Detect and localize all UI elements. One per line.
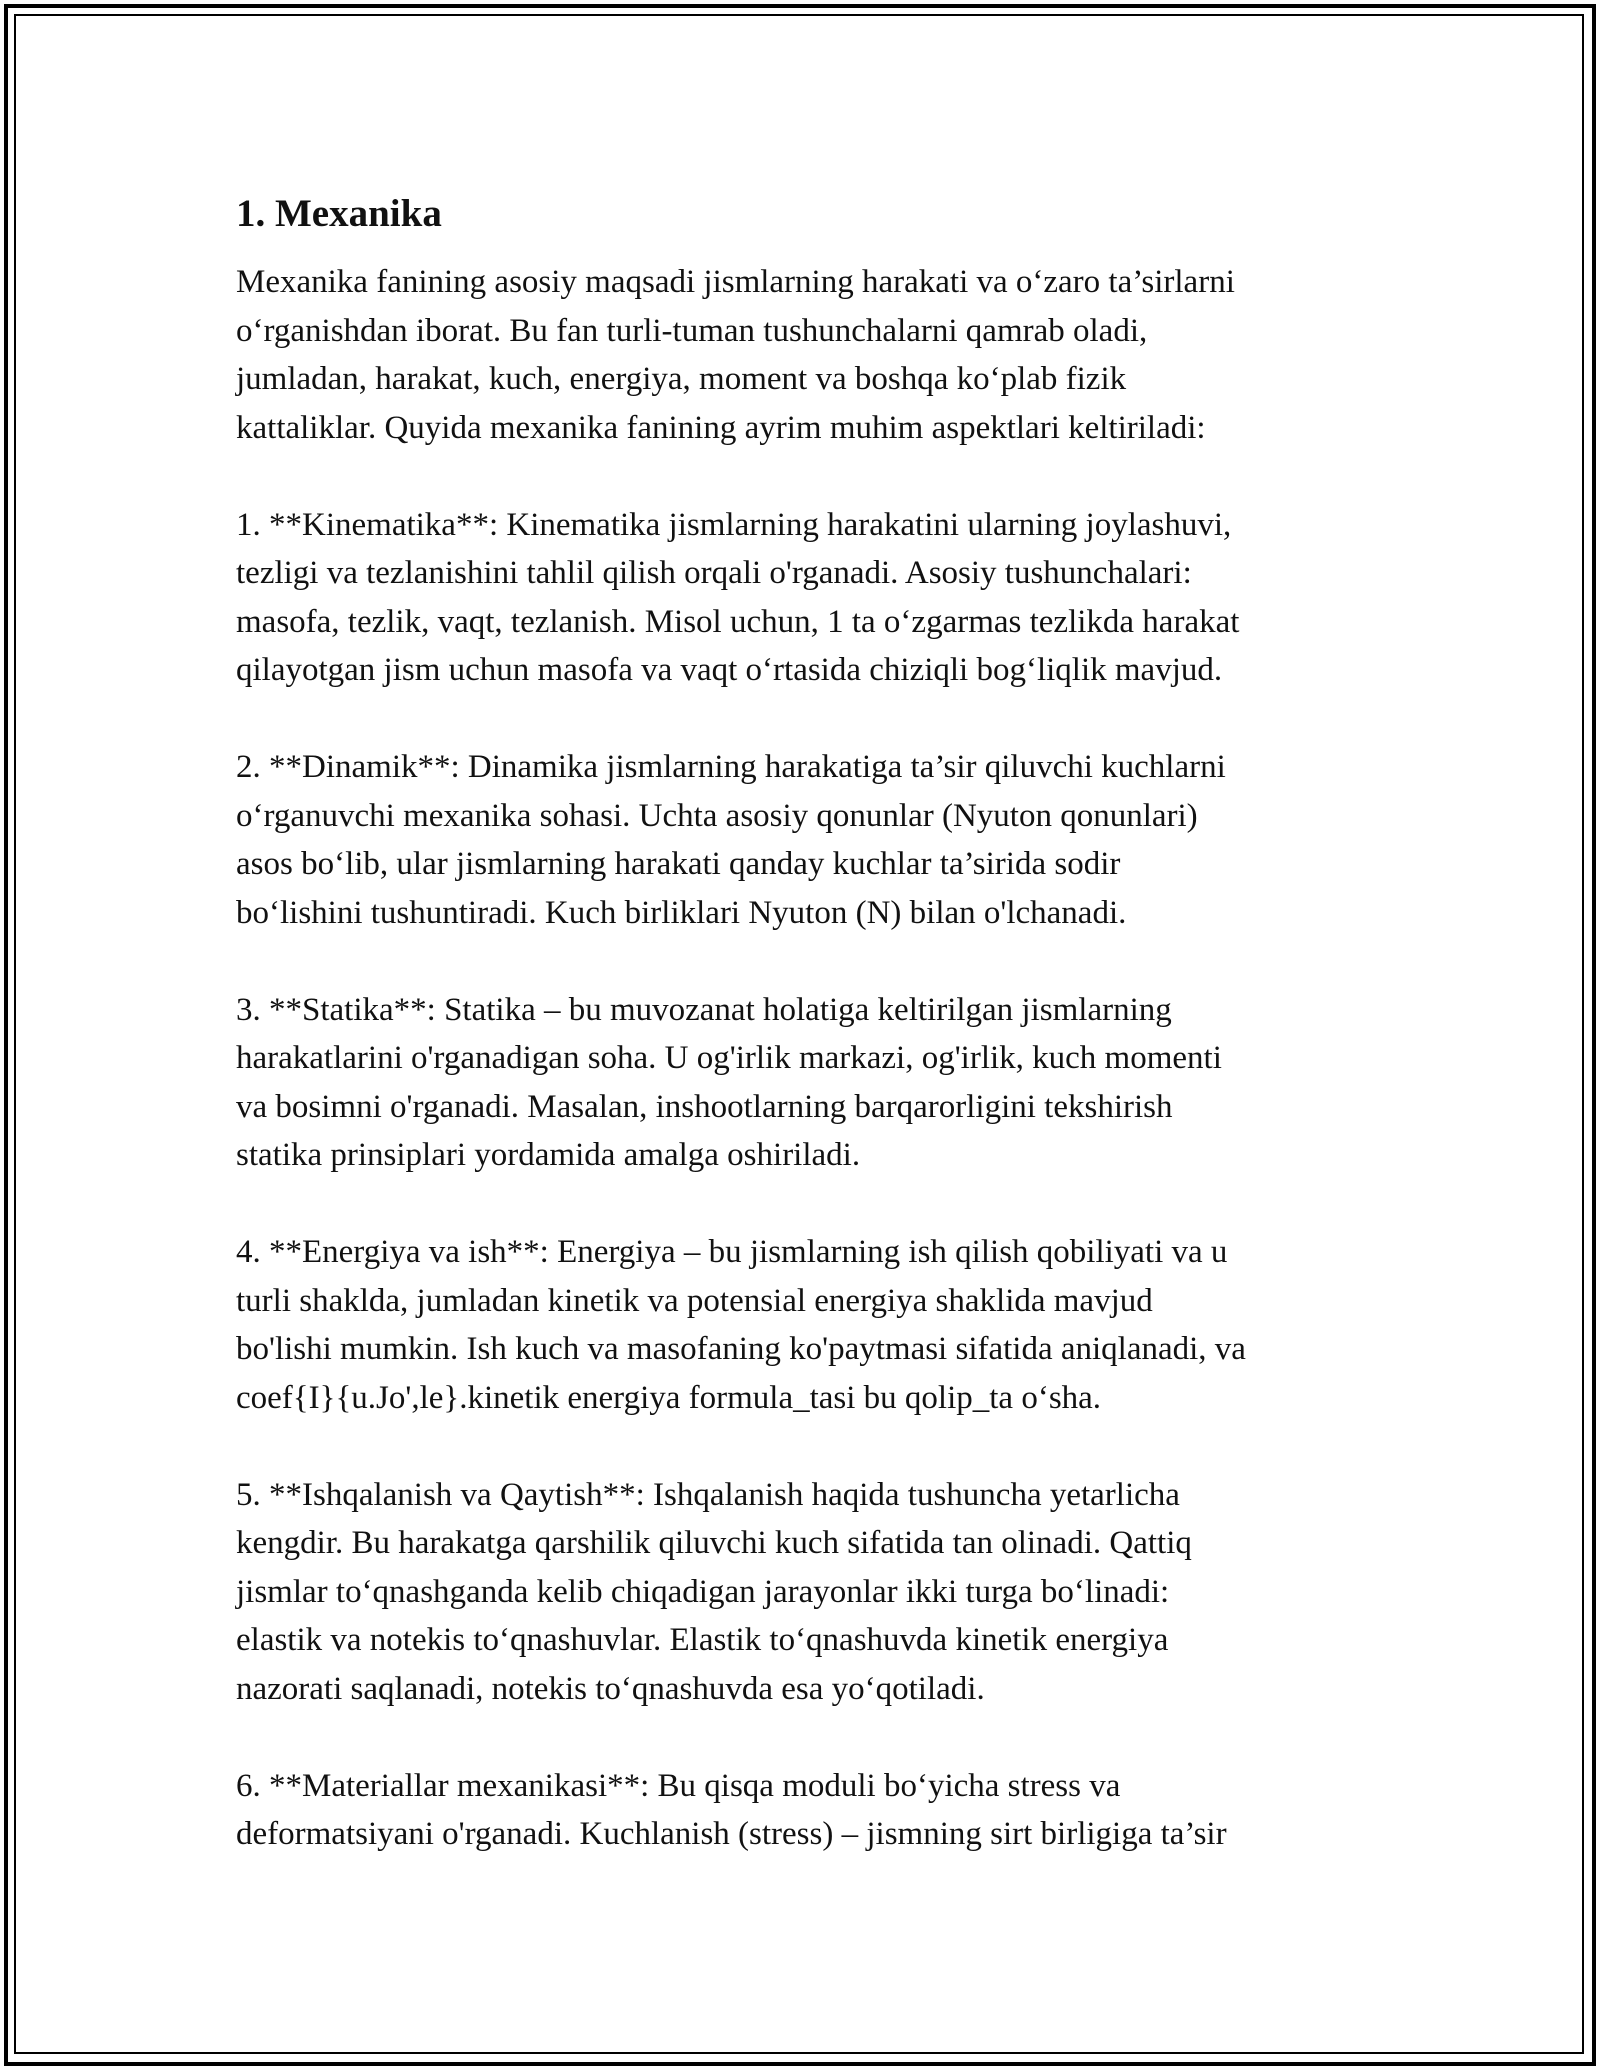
text-line: va bosimni o'rganadi. Masalan, inshootlarning barqarorligini tekshirish xyxy=(236,1088,1173,1125)
text-line: elastik va notekis to‘qnashuvlar. Elastik to‘qnashuvda kinetik energiya xyxy=(236,1622,1169,1658)
text-line: qilayotgan jism uchun masofa va vaqt o‘rtasida chiziqli bog‘liqlik mavjud. xyxy=(236,652,1223,688)
text-line: masofa, tezlik, vaqt, tezlanish. Misol uchun, 1 ta o‘zgarmas tezlikda harakat xyxy=(236,603,1240,640)
text-line: jismlar to‘qnashganda kelib chiqadigan jarayonlar ikki turga bo‘linadi: xyxy=(236,1573,1170,1610)
text-line: nazorati saqlanadi, notekis to‘qnashuvda esa yo‘qotiladi. xyxy=(236,1670,985,1707)
text-line: 5. **Ishqalanish va Qaytish**: Ishqalanish haqida tushuncha yetarlicha xyxy=(236,1476,1180,1513)
text-line: bo‘lishini tushuntiradi. Kuch birliklari Nyuton (N) bilan o'lchanadi. xyxy=(236,894,1127,931)
text-line: 1. **Kinematika**: Kinematika jismlarning harakatini ularning joylashuvi, xyxy=(236,506,1232,543)
text-line: kattaliklar. Quyida mexanika fanining ayrim muhim aspektlari keltiriladi: xyxy=(236,409,1206,446)
text-line: o‘rganuvchi mexanika sohasi. Uchta asosiy qonunlar (Nyuton qonunlari) xyxy=(236,797,1198,834)
text-line: Mexanika fanining asosiy maqsadi jismlarning harakati va o‘zaro ta’sirlarni xyxy=(236,264,1235,300)
kinematics-paragraph xyxy=(236,501,1376,695)
text-line: coef{I}{u.Jo',le}.kinetik energiya formula_tasi bu qolip_ta o‘sha. xyxy=(236,1379,1102,1416)
materials-mechanics-paragraph xyxy=(236,1762,1376,1859)
intro-paragraph xyxy=(236,258,1376,452)
text-line: tezligi va tezlanishini tahlil qilish orqali o'rganadi. Asosiy tushunchalari: xyxy=(236,555,1192,591)
text-line: bo'lishi mumkin. Ish kuch va masofaning ko'paytmasi sifatida aniqlanadi, va xyxy=(236,1331,1246,1367)
text-line: kengdir. Bu harakatga qarshilik qiluvchi kuch sifatida tan olinadi. Qattiq xyxy=(236,1525,1192,1561)
text-line: harakatlarini o'rganadigan soha. U og'irlik markazi, og'irlik, kuch momenti xyxy=(236,1040,1222,1076)
text-line: asos bo‘lib, ular jismlarning harakati qanday kuchlar ta’sirida sodir xyxy=(236,846,1121,882)
text-line: o‘rganishdan iborat. Bu fan turli-tuman tushunchalarni qamrab oladi, xyxy=(236,312,1148,349)
text-line: statika prinsiplari yordamida amalga oshiriladi. xyxy=(236,1137,861,1173)
statics-paragraph xyxy=(236,986,1376,1180)
document-body xyxy=(236,182,1376,1907)
text-line: 4. **Energiya va ish**: Energiya – bu jismlarning ish qilish qobiliyati va u xyxy=(236,1234,1228,1270)
section-heading: 1. Mexanika xyxy=(236,192,442,235)
text-line: turli shaklda, jumladan kinetik va potensial energiya shaklida mavjud xyxy=(236,1282,1153,1319)
friction-collision-paragraph xyxy=(236,1471,1376,1714)
dynamics-paragraph xyxy=(236,743,1376,937)
text-line: 3. **Statika**: Statika – bu muvozanat holatiga keltirilgan jismlarning xyxy=(236,991,1172,1028)
text-line: 6. **Materiallar mexanikasi**: Bu qisqa moduli bo‘yicha stress va xyxy=(236,1767,1121,1804)
text-line: deformatsiyani o'rganadi. Kuchlanish (stress) – jismning sirt birligiga ta’sir xyxy=(236,1816,1227,1852)
text-line: jumladan, harakat, kuch, energiya, moment va boshqa ko‘plab fizik xyxy=(236,361,1127,397)
text-line: 2. **Dinamik**: Dinamika jismlarning harakatiga ta’sir qiluvchi kuchlarni xyxy=(236,749,1226,785)
energy-work-paragraph xyxy=(236,1228,1376,1422)
